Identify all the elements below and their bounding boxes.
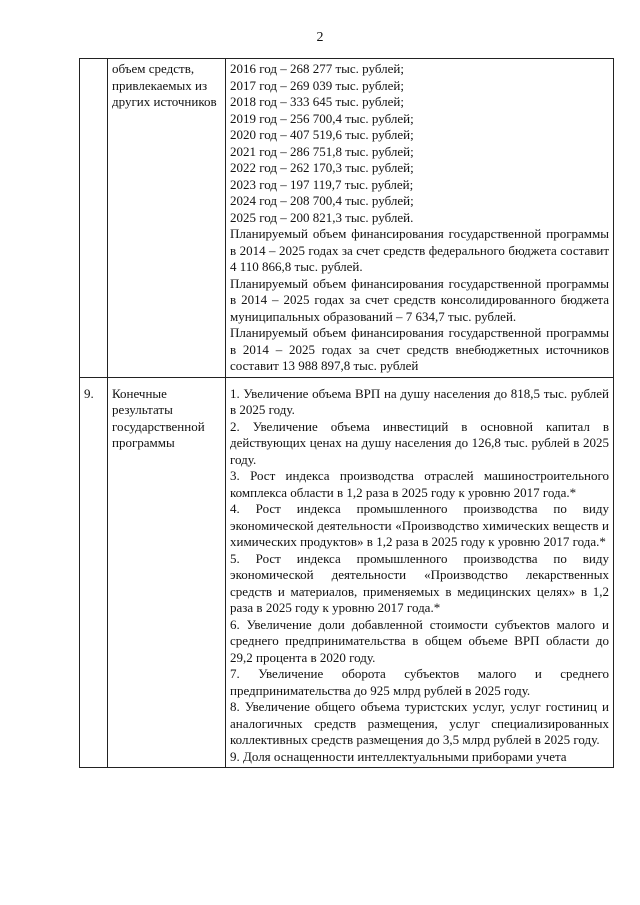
result-item: 2. Увеличение объема инвестиций в основной капитал в действующих ценах на душу населения до 126,8 тыс. рублей в 2025 году. [230, 418, 609, 467]
row-label-cell: Конечные результаты государственной программы [108, 377, 226, 768]
result-item: 6. Увеличение доли добавленной стоимости субъектов малого и среднего предпринимательства в общем объеме ВРП области до 29,2 процента в 2020 году. [230, 616, 609, 665]
year-amount-line: 2025 год – 200 821,3 тыс. рублей. [230, 209, 414, 225]
result-item: 7. Увеличение оборота субъектов малого и среднего предпринимательства до 925 млрд рублей в 2025 году. [230, 666, 609, 698]
result-item: 8. Увеличение общего объема туристских услуг, услуг гостиниц и аналогичных средств размещения, услуг специализированных коллективных средств размещения до 3,5 млрд рублей в 2025 году. [230, 699, 609, 747]
row-content-cell [226, 377, 614, 768]
program-passport-table [79, 58, 614, 768]
funding-paragraph-municipal: Планируемый объем финансирования государственной программы в 2014 – 2025 годах за счет средств консолидированного бюджета муниципальных образований – 7 634,7 тыс. рублей. [230, 275, 609, 324]
year-amount-line: 2022 год – 262 170,3 тыс. рублей; [230, 160, 414, 175]
year-amount-line: 2023 год – 197 119,7 тыс. рублей; [230, 176, 414, 192]
year-amount-line: 2017 год – 269 039 тыс. рублей; [230, 77, 404, 93]
result-item: 9. Доля оснащенности интеллектуальными приборами учета [230, 748, 567, 764]
year-amount-line: 2016 год – 268 277 тыс. рублей; [230, 61, 404, 76]
year-amount-line: 2021 год – 286 751,8 тыс. рублей; [230, 143, 414, 159]
table-row-final-results [80, 377, 614, 768]
row-number-cell: 9. [80, 377, 108, 768]
table-row-funding-sources [80, 59, 614, 378]
year-amount-line: 2019 год – 256 700,4 тыс. рублей; [230, 110, 414, 126]
row-content-cell [226, 59, 614, 378]
year-amount-line: 2020 год – 407 519,6 тыс. рублей; [230, 127, 414, 142]
year-amount-line: 2024 год – 208 700,4 тыс. рублей; [230, 193, 414, 208]
result-item: 4. Рост индекса промышленного производства по виду экономической деятельности «Производство химических веществ и химических продуктов» в 1,2 раза в 2025 году к уровню 2017 года.* [230, 501, 609, 549]
page-number: 2 [316, 30, 324, 45]
result-item: 5. Рост индекса промышленного производства по виду экономической деятельности «Производство лекарственных средств и материалов, применяемых в медицинских целях» в 1,2 раза в 2025 году к уровню 2017 года.* [230, 550, 609, 615]
funding-paragraph-federal: Планируемый объем финансирования государственной программы в 2014 – 2025 годах за счет средств федерального бюджета составит 4 110 866,8 тыс. рублей. [230, 226, 609, 274]
row-number-cell [80, 59, 108, 378]
year-amount-line: 2018 год – 333 645 тыс. рублей; [230, 94, 404, 109]
funding-paragraph-extrabudgetary: Планируемый объем финансирования государственной программы в 2014 – 2025 годах за счет средств внебюджетных источников составит 13 988 897,8 тыс. рублей [230, 325, 609, 373]
result-item: 3. Рост индекса производства отраслей машиностроительного комплекса области в 1,2 раза в 2025 году к уровню 2017 года.* [230, 468, 609, 500]
row-label-cell: объем средств, привлекаемых из других источников [108, 59, 226, 378]
result-item: 1. Увеличение объема ВРП на душу населения до 818,5 тыс. рублей в 2025 году. [230, 385, 609, 417]
